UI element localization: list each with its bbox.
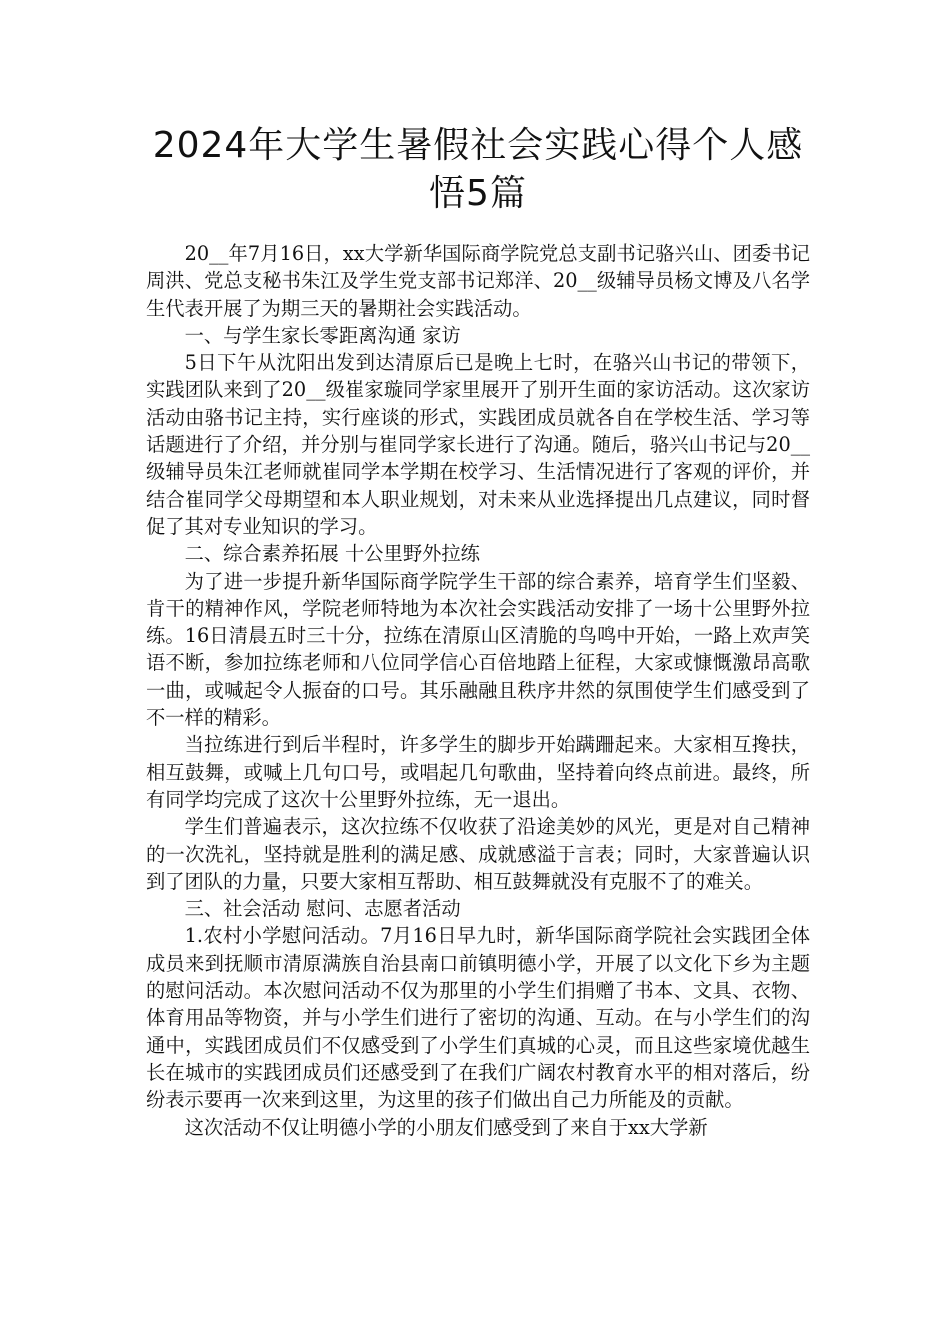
- document-page: [146, 122, 810, 1141]
- document-title: [146, 122, 810, 218]
- title-line-2: 悟5篇: [429, 173, 527, 214]
- paragraph-school-visit: 1.农村小学慰问活动。7月16日早九时，新华国际商学院社会实践团全体成员来到抚顺市清原满族自治县南口前镇明德小学，开展了以文化下乡为主题的慰问活动。本次慰问活动不仅为那里的小学生们捐赠了书本、文具、衣物、体育用品等物资，并与小学生们进行了密切的沟通、互动。在与小学生们的沟通中，实践团成员们不仅感受到了小学生们真城的心灵，而且这些家境优越生长在城市的实践团成员们还感受到了在我们广阔农村教育水平的相对落后，纷纷表示要再一次来到这里，为这里的孩子们做出自己力所能及的贡献。: [146, 924, 810, 1112]
- paragraph-hike-reflection: 学生们普遍表示，这次拉练不仅收获了沿途美妙的风光，更是对自己精神的一次洗礼，坚持就是胜利的满足感、成就感溢于言表；同时，大家普遍认识到了团队的力量，只要大家相互帮助、相互鼓舞就没有克服不了的难关。: [146, 815, 810, 893]
- section-heading-1: 一、与学生家长零距离沟通 家访: [184, 323, 461, 347]
- document-body: [146, 240, 810, 1141]
- paragraph-home-visit: 5日下午从沈阳出发到达清原后已是晚上七时，在骆兴山书记的带领下，实践团队来到了20__级崔家璇同学家里展开了别开生面的家访活动。这次家访活动由骆书记主持，实行座谈的形式，实践团成员就各自在学校生活、学习等话题进行了介绍，并分别与崔同学家长进行了沟通。随后，骆兴山书记与20__级辅导员朱江老师就崔同学本学期在校学习、生活情况进行了客观的评价，并结合崔同学父母期望和本人职业规划，对未来从业选择提出几点建议，同时督促了其对专业知识的学习。: [146, 351, 810, 538]
- section-heading-3: 三、社会活动 慰问、志愿者活动: [184, 897, 461, 921]
- paragraph-school-visit-continued: 这次活动不仅让明德小学的小朋友们感受到了来自于xx大学新: [184, 1115, 708, 1139]
- paragraph-hike-start: 为了进一步提升新华国际商学院学生干部的综合素养，培育学生们坚毅、肯干的精神作风，学院老师特地为本次社会实践活动安排了一场十公里野外拉练。16日清晨五时三十分，拉练在清原山区清脆的鸟鸣中开始，一路上欢声笑语不断，参加拉练老师和八位同学信心百倍地踏上征程，大家或慷慨激昂高歌一曲，或喊起令人振奋的口号。其乐融融且秩序井然的氛围使学生们感受到了不一样的精彩。: [146, 569, 810, 730]
- title-line-1: 2024年大学生暑假社会实践心得个人感: [152, 125, 804, 166]
- paragraph-intro: 20__年7月16日，xx大学新华国际商学院党总支副书记骆兴山、团委书记周洪、党总支秘书朱江及学生党支部书记郑洋、20__级辅导员杨文博及八名学生代表开展了为期三天的暑期社会实践活动。: [146, 242, 810, 320]
- section-heading-2: 二、综合素养拓展 十公里野外拉练: [184, 542, 480, 566]
- paragraph-hike-second-half: 当拉练进行到后半程时，许多学生的脚步开始蹒跚起来。大家相互搀扶，相互鼓舞，或喊上几句口号，或唱起几句歌曲，坚持着向终点前进。最终，所有同学均完成了这次十公里野外拉练，无一退出。: [146, 733, 810, 811]
